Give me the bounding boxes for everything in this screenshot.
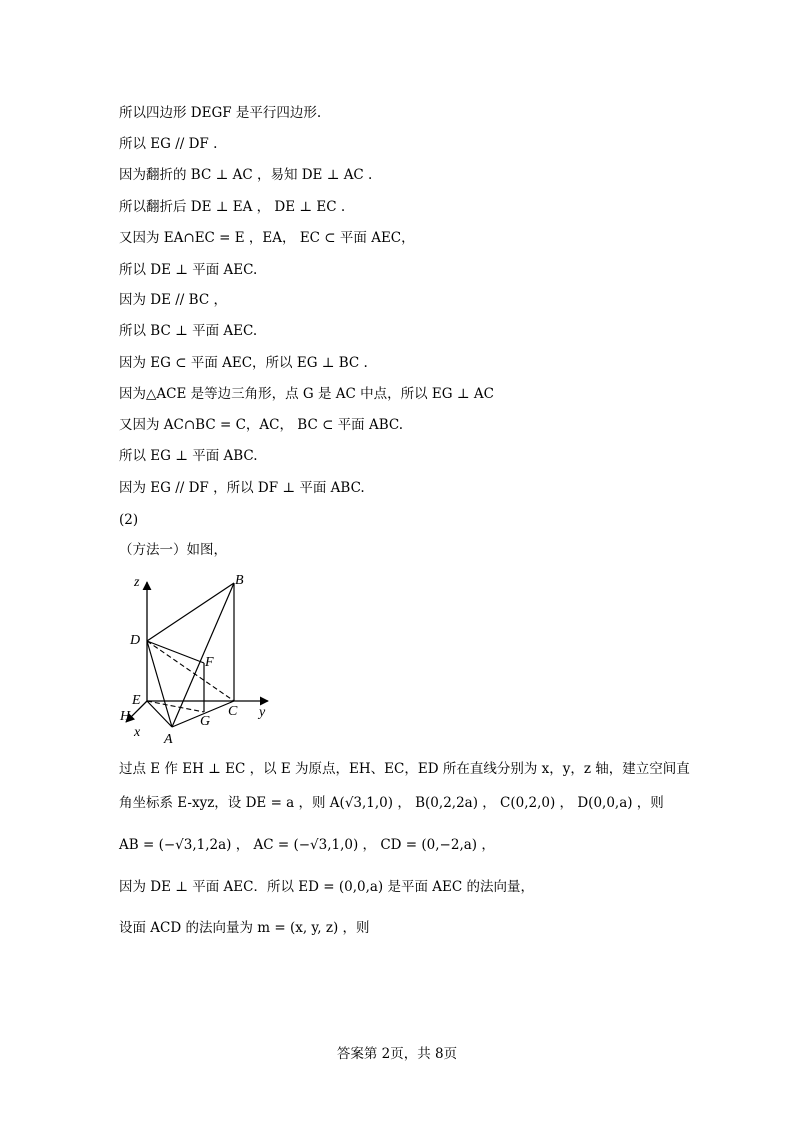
text-line: 所以翻折后 DE ⊥ EA ， DE ⊥ EC . [119,199,346,215]
page-footer: 答案第 2页，共 8页 [336,1046,458,1062]
text-line: 设面 ACD 的法向量为 m = (x, y, z) ，则 [119,920,370,936]
text-line: 所以四边形 DEGF 是平行四边形. [119,105,322,121]
edge-DC-dashed [147,641,234,701]
text-line: 因为 EG // DF ，所以 DF ⊥ 平面 ABC. [119,480,365,496]
text-line: 因为翻折的 BC ⊥ AC ，易知 DE ⊥ AC . [119,167,373,183]
text-line: 所以 DE ⊥ 平面 AEC. [119,262,258,278]
text-line: 过点 E 作 EH ⊥ EC ，以 E 为原点，EH、EC，ED 所在直线分别为 x，y，z 轴，建立空间直 [119,761,690,777]
label-D: D [130,633,141,648]
text-line: 所以 EG // DF . [119,136,218,152]
label-G: G [200,714,211,729]
text-line: 因为△ACE 是等边三角形，点 G 是 AC 中点，所以 EG ⊥ AC [119,386,494,402]
label-B: B [235,573,244,588]
section-number: (2) [119,512,139,528]
geometry-figure [116,570,286,748]
text-line: 又因为 EA∩EC = E ，EA， EC ⊂ 平面 AEC， [119,230,415,246]
label-y: y [259,705,266,720]
label-x: x [134,725,141,740]
label-F: F [205,655,214,670]
label-A: A [164,732,173,747]
text-line: 角坐标系 E-xyz，设 DE = a ，则 A(√3,1,0) ， B(0,2,2a) ， C(0,2,0) ， D(0,0,a) ，则 [119,795,664,811]
label-E: E [132,693,141,708]
text-line: 又因为 AC∩BC = C，AC， BC ⊂ 平面 ABC. [119,417,404,433]
label-H: H [120,709,131,724]
text-line: （方法一）如图， [119,542,227,558]
text-line: 所以 EG ⊥ 平面 ABC. [119,448,258,464]
text-line: 因为 EG ⊂ 平面 AEC，所以 EG ⊥ BC . [119,355,368,371]
text-line: 因为 DE ⊥ 平面 AEC．所以 ED = (0,0,a) 是平面 AEC 的法向量， [119,879,534,895]
label-C: C [228,704,238,719]
vector-line: AB = (−√3,1,2a) ， AC = (−√3,1,0) ， CD = (0,−2,a) ， [119,837,495,853]
text-line: 因为 DE // BC ， [119,292,227,308]
edge-DF [147,641,204,663]
text-line: 所以 BC ⊥ 平面 AEC. [119,323,258,339]
label-z: z [134,575,140,590]
